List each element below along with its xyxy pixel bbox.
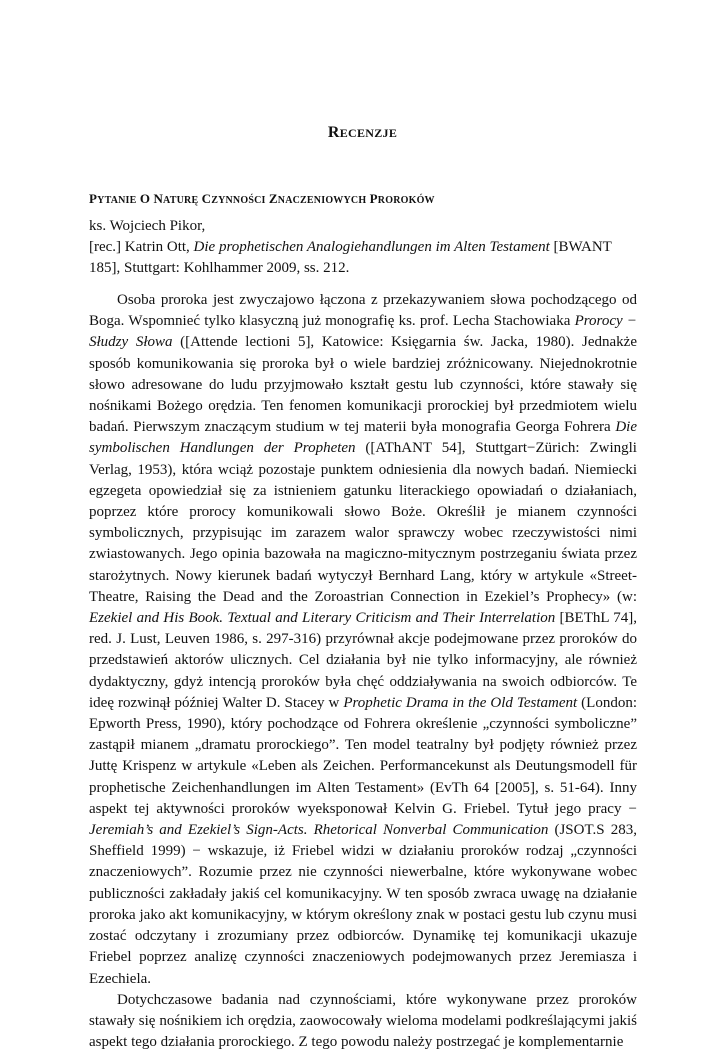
italic-title: Die symbolischen Handlungen der Propheten bbox=[89, 419, 637, 457]
paragraph-text: ([AThANT 54], Stuttgart−Zürich: Zwingli Verlag, 1953), która wciąż pozostaje punktem odniesienia dla nowych badań. Niemiecki egzegeta opowiedział się za istnieniem gatunku literackiego opowiadań o działaniach, poprzez które prorocy komunikowali słowo Boże. Określił je mianem czynności symbolicznych, przypisując im zarazem walor sprawczy wobec rzeczywistości nimi zwiastowanych. Jego opinia bazowała na magiczno-mitycznym postrzeganiu świata przez starożytnych. Nowy kierunek badań wytyczył Bernhard Lang, który w artykule «Street-Theatre, Raising the Dead and the Zoroastrian Connection in Ezekiel’s Prophecy» (w: bbox=[89, 440, 637, 605]
section-title bbox=[0, 124, 725, 142]
italic-title: Jeremiah’s and Ezekiel’s Sign-Acts. Rhetorical Nonverbal Communication bbox=[89, 822, 549, 839]
italic-title: Ezekiel and His Book. Textual and Literary Criticism and Their Interrelation bbox=[89, 610, 556, 627]
body-paragraph bbox=[89, 990, 637, 1053]
paragraph-text: (London: Epworth Press, 1990), który pochodzące od Fohrera określenie „czynności symboliczne” zastąpił mianem „dramatu prorockiego”. Ten model teatralny był podjęty również przez Juttę Krispenz w artykule «Leben als Zeichen. Performancekunst als Deutungsmodell für prophetische Zeichenhandlungen im Alten Testament» (EvTh 64 [2005], s. 51-64). Inny aspekt tej aktywności proroków wyeksponował Kelvin G. Friebel. Tytuł jego pracy − bbox=[89, 694, 638, 817]
section-title-text: RECENZJE bbox=[327, 124, 398, 141]
paragraph-text: ([Attende lectioni 5], Katowice: Księgarnia św. Jacka, 1980). Jednakże sposób komunikowania się proroka był o wiele bardziej zróżnicowany. Niejednokrotnie słowo adresowane do ludu przyjmowało kształt gestu lub czynności, które stawały się nośnikami Bożego orędzia. Ten fenomen komunikacji prorockiej był przedmiotem wielu badań. Pierwszym znaczącym studium w tej materii była monografia Georga Fohrera bbox=[89, 334, 637, 436]
body-paragraph bbox=[89, 290, 637, 990]
bibliography bbox=[89, 216, 637, 279]
review-title-text: PYTANIE O NATURĘ CZYNNOŚCI ZNACZENIOWYCH PROROKÓW bbox=[89, 191, 435, 206]
book-title: Die prophetischen Analogiehandlungen im Alten Testament bbox=[193, 239, 550, 255]
review-title bbox=[89, 191, 435, 207]
paragraph-text: Dotychczasowe badania nad czynnościami, które wykonywane przez proroków stawały się nośnikiem ich orędzia, zaowocowały wieloma modelami podkreślającymi jakiś aspekt tego działania prorockiego. Z tego powodu należy postrzegać je komplementarnie bbox=[89, 991, 637, 1051]
paragraph-text: (JSOT.S 283, Sheffield 1999) − wskazuje, iż Friebel widzi w działaniu proroków rodzaj „czynności znaczeniowych”. Rozumie przez nie czynności niewerbalne, które wykonywane wobec publiczności zakładały jakiś cel komunikacyjny. W ten sposób zwraca uwagę na działanie proroka jako akt komunikacyjny, w którym określony znak w postaci gestu lub czynu musi zostać odczytany i zrozumiany przez odbiorców. Dynamikę tej komunikacji ukazuje Friebel poprzez analizę czynności znaczeniowych podejmowanych przez Jeremiasza i Ezechiela. bbox=[89, 822, 637, 987]
reviewer-name: ks. Wojciech Pikor, bbox=[89, 218, 206, 234]
review-body bbox=[89, 290, 637, 1053]
paragraph-text: Osoba proroka jest zwyczajowo łączona z przekazywaniem słowa pochodzącego od Boga. Wspomnieć tylko klasyczną już monografię ks. prof. Lecha Stachowiaka bbox=[89, 292, 637, 330]
italic-title: Prophetic Drama in the Old Testament bbox=[343, 694, 578, 711]
paragraph-text: [BEThL 74], red. J. Lust, Leuven 1986, s. 297-316) przyrównał akcje podejmowane przez proroków do przedstawień aktorów ulicznych. Cel działania był nie tylko informacyjny, ale również dydaktyczny, gdyż intencją proroków była chęć oddziaływania na swoich odbiorców. Te ideę rozwinął później Walter D. Stacey w bbox=[89, 610, 637, 711]
italic-title: Prorocy − Słudzy Słowa bbox=[89, 313, 637, 351]
book-details: [BWANT 185], Stuttgart: Kohlhammer 2009, ss. 212. bbox=[89, 239, 612, 276]
review-prefix: [rec.] Katrin Ott, bbox=[89, 239, 190, 255]
